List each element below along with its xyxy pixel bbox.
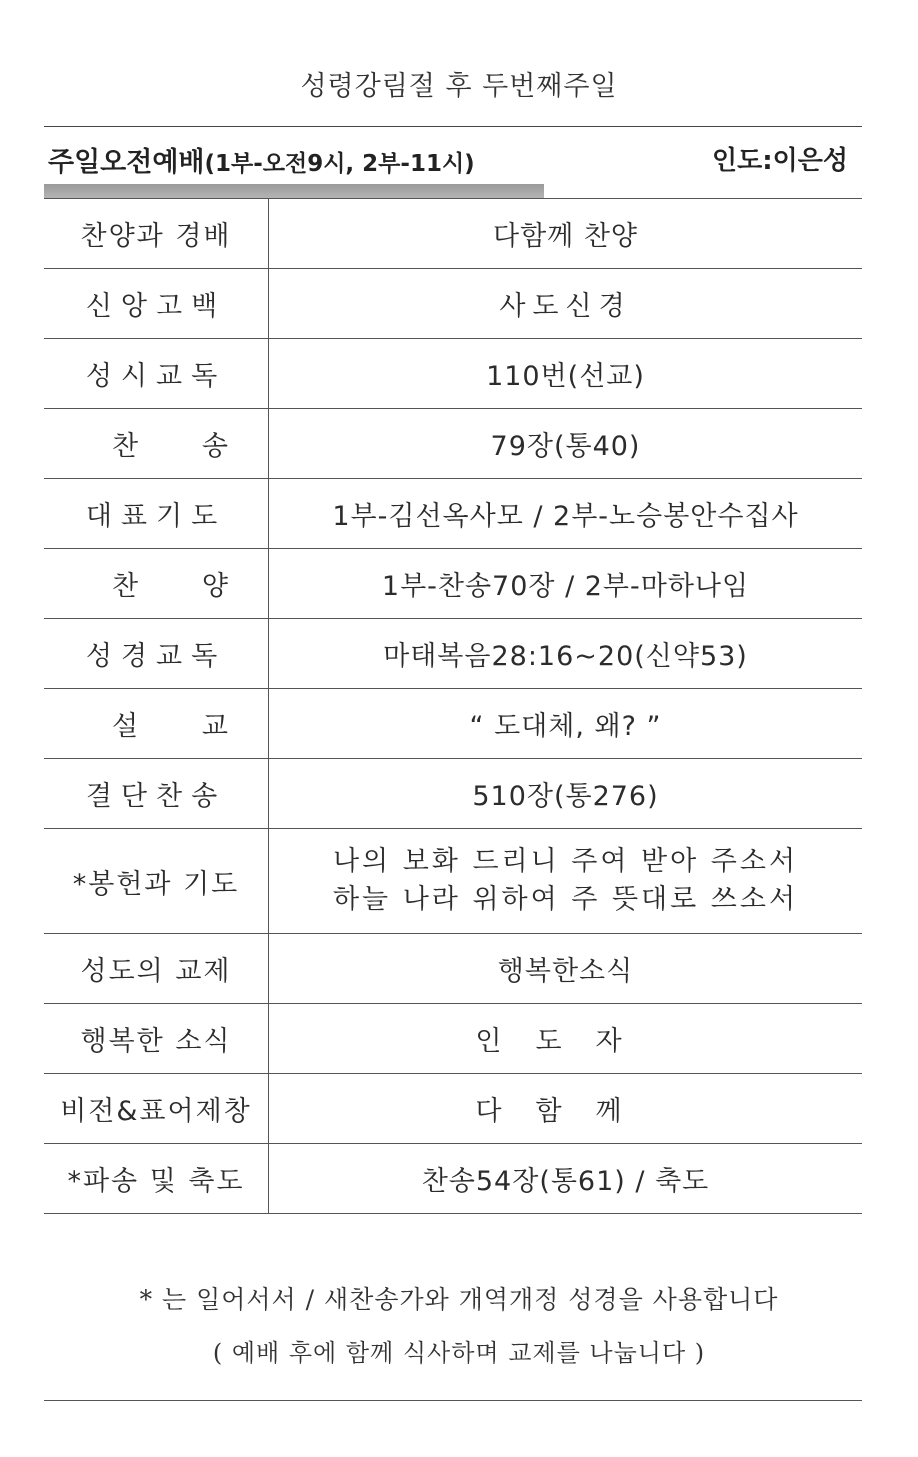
- table-row: [44, 619, 862, 689]
- table-row: [44, 759, 862, 829]
- order-item-label: [44, 549, 269, 619]
- table-row: [44, 549, 862, 619]
- standing-note: * 는 일어서서 / 새찬송가와 개역개정 성경을 사용합니다: [139, 1285, 779, 1314]
- order-item-content: 79장(통40): [269, 409, 863, 479]
- order-item-label: 행복한 소식: [44, 1004, 269, 1074]
- service-header: [48, 136, 848, 182]
- table-row: [44, 1004, 862, 1074]
- order-item-content: “ 도대체, 왜? ”: [269, 689, 863, 759]
- table-row: [44, 1074, 862, 1144]
- order-item-label-text: 찬 양: [112, 571, 230, 602]
- order-item-content: 마태복음28:16~20(신약53): [269, 619, 863, 689]
- order-item-label: 성경교독: [44, 619, 269, 689]
- order-item-label: 비전&표어제창: [44, 1074, 269, 1144]
- top-divider: [44, 126, 862, 127]
- order-item-label: 신앙고백: [44, 269, 269, 339]
- order-item-label: 성시교독: [44, 339, 269, 409]
- order-item-label-text: 찬 송: [112, 431, 230, 462]
- service-name: [48, 140, 475, 179]
- order-item-content: 1부-찬송70장 / 2부-마하나임: [269, 549, 863, 619]
- order-item-label: 결단찬송: [44, 759, 269, 829]
- page-title: 성령강림절 후 두번째주일: [300, 71, 618, 102]
- order-item-content: 다함께: [269, 1074, 863, 1144]
- order-item-label: 성도의 교제: [44, 934, 269, 1004]
- header-underline-bar: [44, 184, 544, 198]
- order-item-content: 인도자: [269, 1004, 863, 1074]
- table-row: [44, 269, 862, 339]
- table-row: [44, 479, 862, 549]
- order-item-content: 510장(통276): [269, 759, 863, 829]
- meal-note: ( 예배 후에 함께 식사하며 교제를 나눕니다 ): [212, 1339, 706, 1367]
- service-times: (1부-오전9시, 2부-11시): [204, 151, 475, 177]
- order-item-label-text: 설 교: [112, 711, 230, 742]
- table-row: [44, 339, 862, 409]
- order-item-content: 행복한소식: [269, 934, 863, 1004]
- order-item-content: 다함께 찬양: [269, 199, 863, 269]
- table-row: [44, 199, 862, 269]
- table-row: [44, 689, 862, 759]
- order-item-content: 사도신경: [269, 269, 863, 339]
- order-of-worship-table: [44, 198, 862, 1214]
- order-item-content: 110번(선교): [269, 339, 863, 409]
- service-name-text: 주일오전예배: [48, 147, 205, 178]
- order-item-label: 대표기도: [44, 479, 269, 549]
- table-row: [44, 409, 862, 479]
- table-row: [44, 1144, 862, 1214]
- service-leader: 인도:이은성: [712, 146, 848, 176]
- order-item-label: *파송 및 축도: [44, 1144, 269, 1214]
- bottom-divider: [44, 1400, 862, 1401]
- table-row: [44, 934, 862, 1004]
- order-item-label: 찬양과 경배: [44, 199, 269, 269]
- order-item-label: [44, 689, 269, 759]
- hymn-line: 나의 보화 드리니 주여 받아 주소서: [332, 846, 799, 877]
- order-item-content: 1부-김선옥사모 / 2부-노승봉안수집사: [269, 479, 863, 549]
- hymn-line: 하늘 나라 위하여 주 뜻대로 쓰소서: [332, 884, 799, 915]
- order-item-content: 찬송54장(통61) / 축도: [269, 1144, 863, 1214]
- order-item-label: *봉헌과 기도: [44, 829, 269, 934]
- order-item-content: [269, 829, 863, 934]
- table-row: [44, 829, 862, 934]
- order-item-label: [44, 409, 269, 479]
